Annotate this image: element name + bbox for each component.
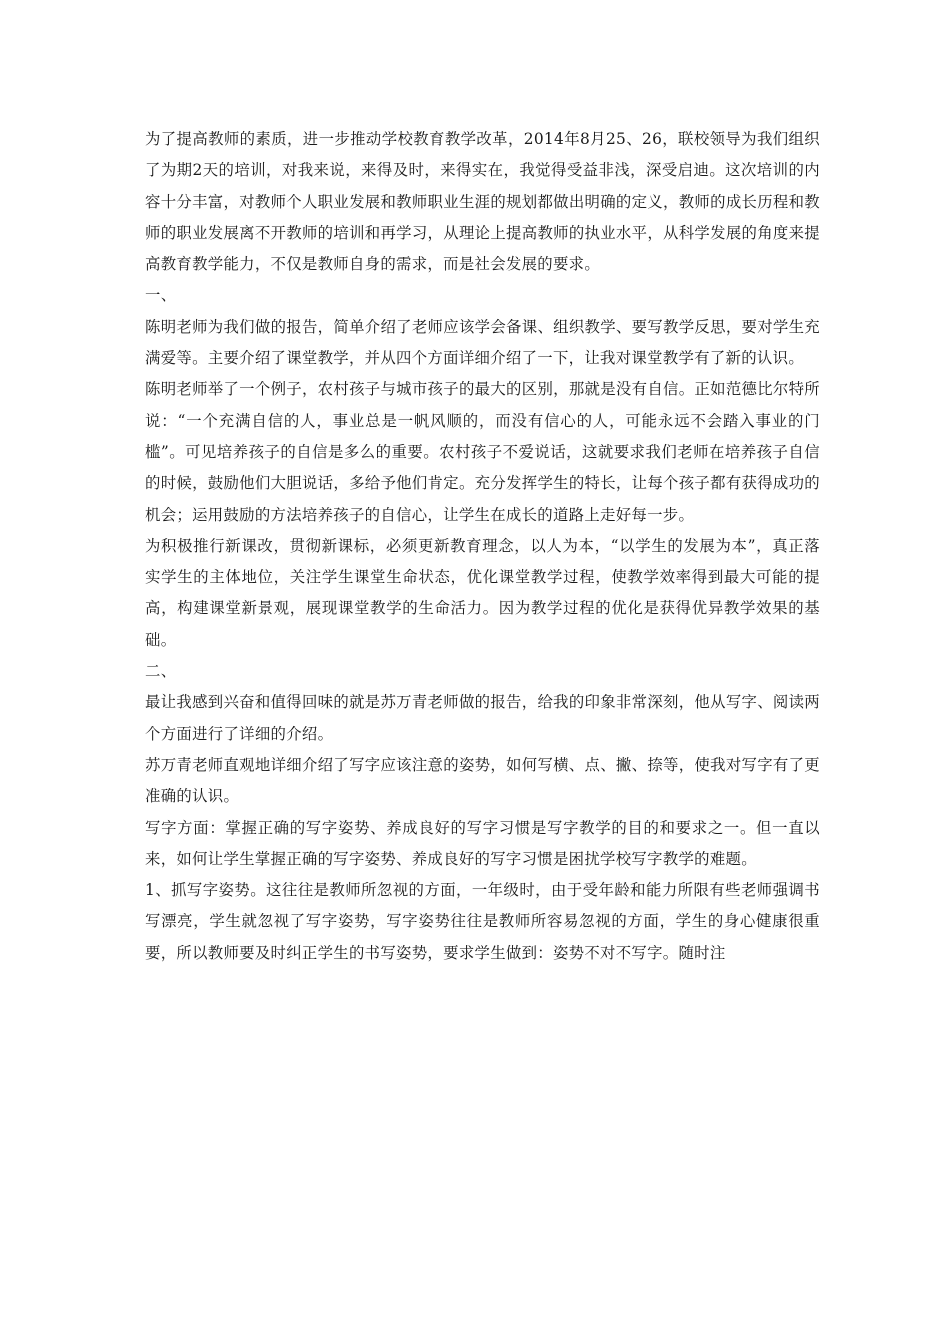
paragraph: 陈明老师为我们做的报告，简单介绍了老师应该学会备课、组织教学、要写教学反思，要对学生充满爱等。主要介绍了课堂教学，并从四个方面详细介绍了一下，让我对课堂教学有了新的认识。 [145, 317, 820, 368]
paragraph: 最让我感到兴奋和值得回味的就是苏万青老师做的报告，给我的印象非常深刻，他从写字、阅读两个方面进行了详细的介绍。 [145, 693, 820, 743]
paragraph: 为积极推行新课改，贯彻新课标，必须更新教育理念，以人为本，“以学生的发展为本”，真正落实学生的主体地位，关注学生课堂生命状态，优化课堂教学过程，使教学效率得到最大可能的提高，构建课堂新景观，展现课堂教学的生命活力。因为教学过程的优化是获得优异教学效果的基础。 [145, 536, 820, 649]
paragraph: 苏万青老师直观地详细介绍了写字应该注意的姿势，如何写横、点、撇、捺等，使我对写字有了更准确的认识。 [145, 755, 820, 806]
section-heading-one: 一、 [145, 286, 177, 305]
section-heading-two: 二、 [145, 662, 177, 681]
paragraph: 写字方面：掌握正确的写字姿势、养成良好的写字习惯是写字教学的目的和要求之一。但一直以来，如何让学生掌握正确的写字姿势、养成良好的写字习惯是困扰学校写字教学的难题。 [145, 818, 820, 868]
paragraph: 1、抓写字姿势。这往往是教师所忽视的方面，一年级时，由于受年龄和能力所限有些老师强调书写漂亮，学生就忽视了写字姿势，写字姿势往往是教师所容易忽视的方面，学生的身心健康很重要，所以教师要及时纠正学生的书写姿势，要求学生做到：姿势不对不写字。随时注 [145, 881, 820, 962]
paragraph: 陈明老师举了一个例子，农村孩子与城市孩子的最大的区别，那就是没有自信。正如范德比尔特所说：“一个充满自信的人，事业总是一帆风顺的，而没有信心的人，可能永远不会踏入事业的门槛”。可见培养孩子的自信是多么的重要。农村孩子不爱说话，这就要求我们老师在培养孩子自信的时候，鼓励他们大胆说话，多给予他们肯定。充分发挥学生的特长，让每个孩子都有获得成功的机会；运用鼓励的方法培养孩子的自信心，让学生在成长的道路上走好每一步。 [145, 380, 820, 524]
document-body [145, 124, 820, 969]
intro-paragraph: 为了提高教师的素质，进一步推动学校教育教学改革，2014年8月25、26，联校领导为我们组织了为期2天的培训，对我来说，来得及时，来得实在，我觉得受益非浅，深受启迪。这次培训的内容十分丰富，对教师个人职业发展和教师职业生涯的规划都做出明确的定义，教师的成长历程和教师的职业发展离不开教师的培训和再学习，从理论上提高教师的执业水平，从科学发展的角度来提高教育教学能力，不仅是教师自身的需求，而是社会发展的要求。 [145, 130, 820, 274]
